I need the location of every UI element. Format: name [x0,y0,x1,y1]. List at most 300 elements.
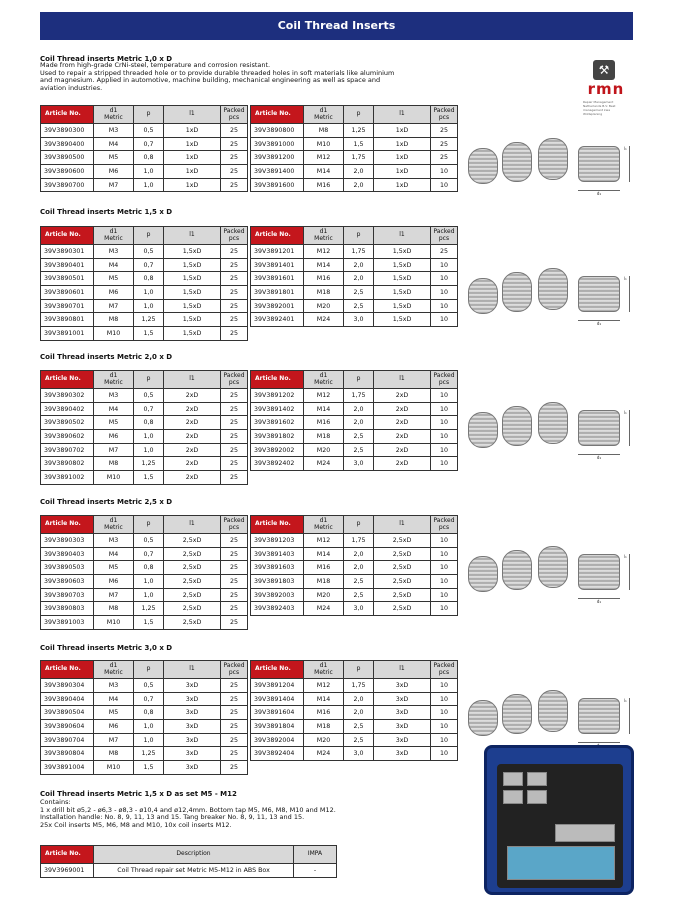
packed-cell: 25 [221,457,248,471]
d1-cell: M7 [94,178,134,192]
packed-cell: 25 [221,245,248,259]
p-cell: 3,0 [344,747,374,761]
d1-cell: M8 [94,313,134,327]
article-no: 39V3890603 [41,575,94,589]
packed-cell: 25 [221,471,248,485]
table-row [251,443,458,457]
insert-table-left [40,370,248,485]
article-no: 39V3891203 [251,534,304,548]
packed-cell: 25 [221,137,248,151]
header-packed-unit: pcs [438,668,450,676]
header-p: p [344,106,374,124]
d1-cell: M6 [94,720,134,734]
header-d1-label: d1 [109,372,118,379]
l1-cell: 3xD [374,733,431,747]
table-row [41,720,248,734]
packed-cell: 10 [431,720,458,734]
header-packed-unit: pcs [438,234,450,242]
l1-cell: 2,5xD [374,534,431,548]
d1-cell: M5 [94,416,134,430]
header-packed-label: Packed [433,662,455,669]
table-header-row [41,371,248,389]
p-cell: 0,8 [134,272,164,286]
d1-cell: M16 [304,561,344,575]
header-d1 [94,371,134,389]
l1-cell: 1xD [374,151,431,165]
l1-cell: 2xD [374,457,431,471]
table-header-row [251,661,458,679]
l1-cell: 2xD [164,457,221,471]
header-packed-unit: pcs [228,523,240,531]
header-p: p [134,227,164,245]
p-cell: 2,5 [344,588,374,602]
article-no: 39V3890500 [41,151,94,165]
d1-cell: M6 [94,165,134,179]
p-cell: 1,0 [134,733,164,747]
header-packed [221,227,248,245]
article-no: 39V3891404 [251,692,304,706]
table-row [41,761,248,775]
header-d1 [94,516,134,534]
header-d1 [94,106,134,124]
table-row [41,443,248,457]
p-cell: 1,75 [344,679,374,693]
table-row [41,416,248,430]
packed-cell: 10 [431,416,458,430]
header-article: Article No. [251,516,304,534]
article-no: 39V3890303 [41,534,94,548]
header-packed-unit: pcs [228,378,240,386]
header-packed [221,661,248,679]
l1-cell: 2xD [164,389,221,403]
l1-cell: 1,5xD [374,313,431,327]
packed-cell: 10 [431,286,458,300]
table-row [41,747,248,761]
insert-table-right [250,515,458,616]
table-header-row [251,516,458,534]
l1-cell: 2,5xD [164,547,221,561]
packed-cell: 25 [221,706,248,720]
article-no: 39V3890703 [41,588,94,602]
table-row [41,178,248,192]
table-row [251,313,458,327]
l1-cell: 1xD [164,165,221,179]
set-article: 39V3969001 [41,864,94,878]
packed-cell: 25 [221,575,248,589]
l1-cell: 1,5xD [374,286,431,300]
header-packed-label: Packed [433,228,455,235]
table-row [251,137,458,151]
article-no: 39V3890700 [41,178,94,192]
article-no: 39V3890601 [41,286,94,300]
p-cell: 1,5 [134,471,164,485]
p-cell: 2,0 [344,178,374,192]
table-row [251,165,458,179]
header-packed [221,106,248,124]
section-title: Coil Thread inserts Metric 3,0 x D [40,644,173,652]
header-p: p [134,106,164,124]
l1-cell: 1,5xD [164,258,221,272]
packed-cell: 10 [431,547,458,561]
packed-cell: 25 [221,733,248,747]
table-row [41,457,248,471]
l1-cell: 2,5xD [164,561,221,575]
p-cell: 1,0 [134,443,164,457]
packed-cell: 25 [221,443,248,457]
packed-cell: 25 [431,124,458,138]
header-d1-unit: Metric [104,668,123,676]
l1-cell: 3xD [374,747,431,761]
packed-cell: 25 [221,389,248,403]
l1-dimension: l₁ [624,554,630,590]
l1-cell: 3xD [164,692,221,706]
l1-cell: 1,5xD [374,245,431,259]
packed-cell: 25 [431,151,458,165]
p-cell: 1,75 [344,389,374,403]
l1-cell: 3xD [164,679,221,693]
table-header-row [41,661,248,679]
packed-cell: 10 [431,706,458,720]
d1-cell: M16 [304,706,344,720]
p-cell: 1,0 [134,299,164,313]
l1-cell: 1xD [374,137,431,151]
set-title: Coil Thread inserts Metric 1,5 x D as set M5 - M12 [40,790,237,798]
article-no: 39V3891801 [251,286,304,300]
l1-cell: 2,5xD [374,575,431,589]
packed-cell: 25 [221,124,248,138]
header-article: Article No. [41,661,94,679]
table-row [251,561,458,575]
header-d1-label: d1 [319,662,328,669]
article-no: 39V3890301 [41,245,94,259]
header-article: Article No. [41,227,94,245]
p-cell: 2,5 [344,733,374,747]
p-cell: 0,5 [134,124,164,138]
d1-cell: M4 [94,402,134,416]
packed-cell: 25 [221,430,248,444]
table-header-row [41,516,248,534]
d1-cell: M16 [304,416,344,430]
coil-insert-image [538,690,568,732]
l1-cell: 1,5xD [164,245,221,259]
d1-cell: M24 [304,313,344,327]
header-packed-label: Packed [223,517,245,524]
repair-set-case-image [484,745,634,895]
set-description: Contains: 1 x drill bit ø5,2 - ø6,3 - ø8,3 - ø10,4 and ø12,4mm. Bottom tap M5, M6, M8, M10 and M12. Installation handle: No. 8, 9, 11, 13 and 15. Tang breaker No. 8, 9, 11, 13 and 15. 25x Coil inserts M5, M6, M8 and M10, 10x coil inserts M12. [40,798,336,830]
d1-cell: M20 [304,733,344,747]
logo-text: rmn [587,80,625,98]
article-no: 39V3891603 [251,561,304,575]
d1-cell: M3 [94,245,134,259]
packed-cell: 10 [431,313,458,327]
header-d1-label: d1 [319,107,328,114]
table-header-row [251,371,458,389]
coil-insert-drawing [578,698,620,734]
p-cell: 2,0 [344,692,374,706]
p-cell: 0,7 [134,258,164,272]
d1-cell: M14 [304,692,344,706]
article-no: 39V3892003 [251,588,304,602]
table-row [251,602,458,616]
l1-cell: 2,5xD [164,616,221,630]
coil-insert-image [538,138,568,180]
l1-cell: 1,5xD [374,258,431,272]
header-d1-unit: Metric [104,113,123,121]
p-cell: 2,0 [344,706,374,720]
header-d1 [304,227,344,245]
l1-cell: 1,5xD [374,272,431,286]
article-no: 39V3890502 [41,416,94,430]
packed-cell: 25 [221,178,248,192]
header-p: p [344,516,374,534]
logo-tagline: Repair Management Netherlands B.V. Best management kwa Wildsplaning [583,100,616,116]
article-no: 39V3890800 [251,124,304,138]
l1-dimension: l₁ [624,146,630,182]
article-no: 39V3891803 [251,575,304,589]
header-packed-unit: pcs [228,668,240,676]
d1-cell: M24 [304,457,344,471]
d1-cell: M12 [304,389,344,403]
l1-cell: 2xD [164,416,221,430]
d1-cell: M4 [94,547,134,561]
table-row [41,692,248,706]
packed-cell: 25 [221,313,248,327]
packed-cell: 10 [431,165,458,179]
table-row [41,313,248,327]
coil-insert-image [468,148,498,184]
header-packed [221,371,248,389]
header-p: p [344,371,374,389]
d1-cell: M12 [304,679,344,693]
packed-cell: 25 [221,602,248,616]
header-packed-label: Packed [433,517,455,524]
table-row [41,733,248,747]
header-d1-unit: Metric [104,523,123,531]
packed-cell: 10 [431,679,458,693]
l1-cell: 3xD [164,747,221,761]
d1-cell: M18 [304,430,344,444]
p-cell: 2,5 [344,575,374,589]
article-no: 39V3891200 [251,151,304,165]
header-packed-label: Packed [223,372,245,379]
packed-cell: 10 [431,534,458,548]
packed-cell: 10 [431,561,458,575]
p-cell: 2,0 [344,272,374,286]
coil-insert-image [468,556,498,592]
section-title: Coil Thread inserts Metric 1,0 x D [40,55,173,63]
table-row [251,692,458,706]
packed-cell: 25 [221,720,248,734]
p-cell: 2,5 [344,720,374,734]
header-d1-unit: Metric [314,523,333,531]
coil-insert-image [502,406,532,446]
article-no: 39V3890400 [41,137,94,151]
table-row [41,165,248,179]
insert-table-right [250,370,458,471]
article-no: 39V3892401 [251,313,304,327]
l1-cell: 3xD [164,733,221,747]
article-no: 39V3891400 [251,165,304,179]
header-d1 [304,106,344,124]
l1-cell: 2xD [374,430,431,444]
p-cell: 1,0 [134,720,164,734]
table-row [251,245,458,259]
p-cell: 1,0 [134,575,164,589]
p-cell: 0,5 [134,679,164,693]
header-packed [221,516,248,534]
coil-insert-drawing [578,554,620,590]
l1-cell: 1xD [374,178,431,192]
header-packed [431,661,458,679]
header-d1 [304,661,344,679]
table-row [41,389,248,403]
packed-cell: 25 [221,272,248,286]
coil-insert-image [468,278,498,314]
l1-cell: 2,5xD [164,602,221,616]
l1-cell: 2,5xD [374,588,431,602]
p-cell: 1,25 [344,124,374,138]
coil-insert-image [538,402,568,444]
d1-cell: M4 [94,692,134,706]
d1-cell: M20 [304,299,344,313]
set-header-description: Description [94,846,294,864]
table-row [41,124,248,138]
l1-cell: 2,5xD [164,588,221,602]
packed-cell: 25 [221,327,248,341]
d1-cell: M24 [304,747,344,761]
header-d1-unit: Metric [314,234,333,242]
d1-cell: M7 [94,588,134,602]
table-row [251,389,458,403]
l1-cell: 2,5xD [374,547,431,561]
header-packed-unit: pcs [438,523,450,531]
d1-cell: M6 [94,430,134,444]
d1-dimension: d₁ [578,454,620,460]
p-cell: 1,75 [344,151,374,165]
p-cell: 1,0 [134,588,164,602]
l1-cell: 1,5xD [164,299,221,313]
l1-cell: 1xD [164,178,221,192]
article-no: 39V3891000 [251,137,304,151]
p-cell: 1,25 [134,602,164,616]
rmn-logo [583,60,629,124]
p-cell: 0,8 [134,561,164,575]
table-row [41,402,248,416]
d1-cell: M10 [94,327,134,341]
table-row [251,575,458,589]
l1-cell: 1,5xD [164,286,221,300]
article-no: 39V3891001 [41,327,94,341]
header-d1-unit: Metric [314,113,333,121]
p-cell: 1,5 [344,137,374,151]
header-packed-label: Packed [223,107,245,114]
packed-cell: 25 [221,692,248,706]
d1-cell: M20 [304,588,344,602]
section-title: Coil Thread inserts Metric 2,0 x D [40,353,173,361]
l1-cell: 1,5xD [164,327,221,341]
table-row [251,402,458,416]
insert-table-left [40,105,248,192]
table-row [41,245,248,259]
packed-cell: 10 [431,178,458,192]
header-l1: l1 [164,106,221,124]
d1-cell: M18 [304,286,344,300]
header-d1 [94,227,134,245]
table-row [41,588,248,602]
table-row [41,561,248,575]
d1-cell: M20 [304,443,344,457]
p-cell: 2,0 [344,547,374,561]
section-description: Made from high-grade CrNi-steel, temperature and corrosion resistant. Used to repair a stripped threaded hole or to provide durable threaded holes in soft materials like aluminium and magnesium. Applied in automotive, machine building, mechanical engineering as well as space and aviation industries. [40,61,395,93]
article-no: 39V3891004 [41,761,94,775]
table-header-row [251,106,458,124]
header-d1-unit: Metric [104,378,123,386]
article-no: 39V3890401 [41,258,94,272]
l1-cell: 2xD [374,402,431,416]
d1-cell: M3 [94,679,134,693]
d1-cell: M16 [304,272,344,286]
p-cell: 2,5 [344,430,374,444]
packed-cell: 10 [431,299,458,313]
d1-cell: M8 [94,457,134,471]
insert-table-right [250,660,458,761]
table-row [41,327,248,341]
table-row [251,124,458,138]
l1-cell: 2,5xD [374,602,431,616]
l1-cell: 2xD [374,389,431,403]
packed-cell: 10 [431,402,458,416]
article-no: 39V3891201 [251,245,304,259]
header-d1-unit: Metric [104,234,123,242]
page-title: Coil Thread Inserts [277,19,396,32]
article-no: 39V3890804 [41,747,94,761]
article-no: 39V3890302 [41,389,94,403]
header-article: Article No. [251,371,304,389]
coil-insert-figure [468,392,636,466]
d1-cell: M14 [304,547,344,561]
packed-cell: 25 [431,245,458,259]
table-row [251,286,458,300]
d1-cell: M14 [304,402,344,416]
table-row [41,272,248,286]
article-no: 39V3890300 [41,124,94,138]
header-d1-label: d1 [109,107,118,114]
packed-cell: 10 [431,258,458,272]
l1-cell: 2xD [374,416,431,430]
set-header-impa: IMPA [294,846,337,864]
insert-table-right [250,105,458,192]
header-d1 [304,371,344,389]
article-no: 39V3891602 [251,416,304,430]
table-row [41,286,248,300]
article-no: 39V3890600 [41,165,94,179]
header-d1 [94,661,134,679]
l1-dimension: l₁ [624,276,630,312]
packed-cell: 10 [431,430,458,444]
p-cell: 3,0 [344,602,374,616]
d1-cell: M16 [304,178,344,192]
p-cell: 2,0 [344,561,374,575]
header-packed [431,106,458,124]
header-packed-unit: pcs [228,113,240,121]
p-cell: 0,7 [134,692,164,706]
p-cell: 0,8 [134,151,164,165]
l1-cell: 3xD [374,706,431,720]
l1-cell: 3xD [374,679,431,693]
page-header [40,12,633,40]
header-packed [431,227,458,245]
table-row [251,299,458,313]
